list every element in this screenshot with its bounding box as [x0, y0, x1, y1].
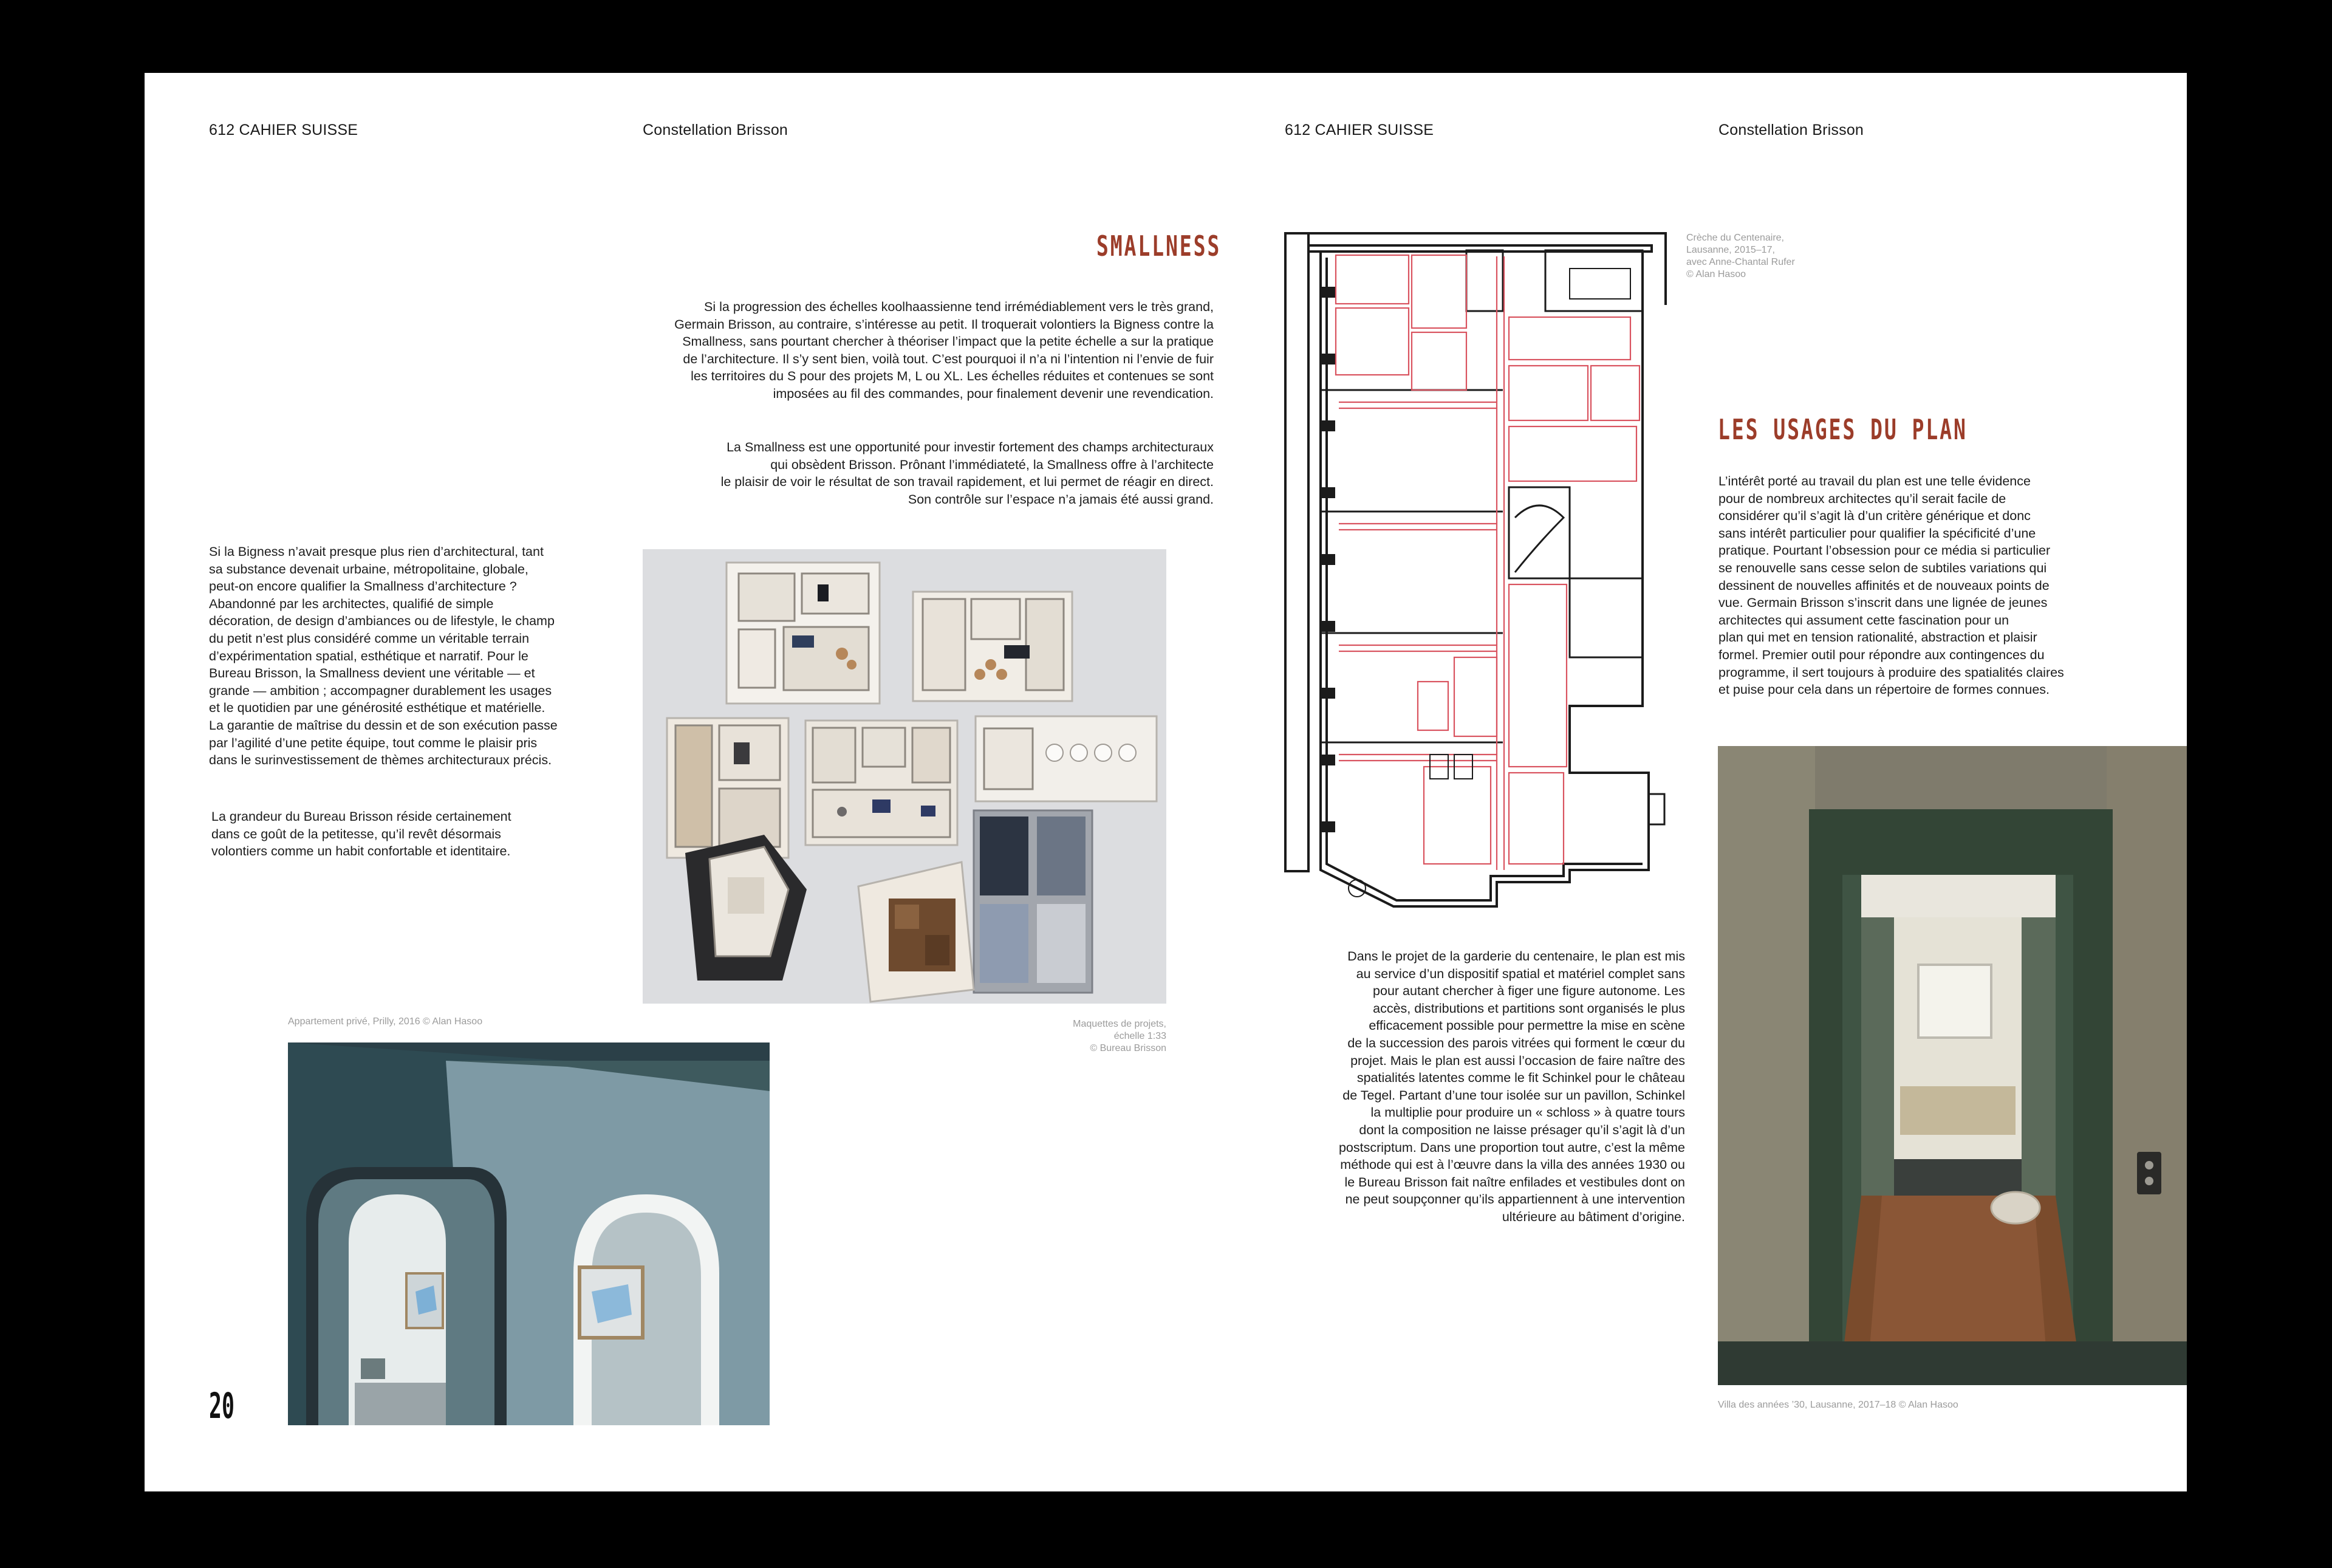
text-line: et le quotidien par une générosité esthétique et matérielle.	[209, 700, 545, 716]
text-line: sa substance devenait urbaine, métropolitaine, globale,	[209, 561, 528, 577]
garderie-paragraph	[1223, 948, 1685, 1226]
text-line: Abandonné par les architectes, qualifié de simple	[209, 596, 494, 611]
text-line: de Tegel. Partant d’une tour isolée sur un pavillon, Schinkel	[1342, 1087, 1685, 1103]
text-line: spatialités latentes comme le fit Schinkel pour le château	[1356, 1070, 1685, 1086]
text-line: efficacement possible pour permettre la mise en scène	[1369, 1018, 1685, 1033]
text-line: au service d’un dispositif spatial et matériel complet sans	[1356, 966, 1685, 981]
text-line: sans intérêt particulier pour qualifier la spécificité d’une	[1718, 526, 2036, 541]
caption-villa: Villa des années ’30, Lausanne, 2017–18 © Alan Hasoo	[1718, 1400, 1958, 1410]
text-line: dans le surinvestissement de thèmes architecturaux précis.	[209, 753, 552, 768]
caption-line: avec Anne-Chantal Rufer	[1686, 257, 1795, 267]
text-line: qui obsèdent Brisson. Prônant l’immédiateté, la Smallness offre à l’architecte	[770, 457, 1214, 472]
header-section-right: Constellation Brisson	[1718, 122, 1864, 139]
text-line: projet. Mais le plan est aussi l’occasion de faire naître des	[1350, 1053, 1685, 1068]
caption-models	[984, 1018, 1166, 1055]
text-line: du petit n’est plus considéré comme un véritable terrain	[209, 631, 530, 646]
text-line: de l’architecture. Il s’y sent bien, voilà tout. C’est pourquoi il n’a ni l’intention ni l’envie de fuir	[683, 351, 1214, 366]
text-line: Si la Bigness n’avait presque plus rien d’architectural, tant	[209, 544, 544, 559]
text-line: méthode qui est à l’œuvre dans la villa des années 1930 ou	[1340, 1157, 1685, 1173]
text-line: par l’agilité d’une petite équipe, tout comme le plaisir pris	[209, 735, 538, 750]
text-line: La garantie de maîtrise du dessin et de son exécution passe	[209, 717, 558, 733]
text-line: d’expérimentation spatial, esthétique et narratif. Pour le	[209, 648, 528, 663]
intro-paragraph	[545, 298, 1214, 403]
text-line: décoration, de design d’ambiances ou de lifestyle, le champ	[209, 614, 555, 629]
text-line: Dans le projet de la garderie du centenaire, le plan est mis	[1347, 949, 1685, 964]
text-line: architectes qui assument cette fascination pour un	[1718, 612, 2009, 628]
floor-plan-drawing	[1284, 232, 1667, 967]
text-line: imposées au fil des commandes, pour finalement devenir une revendication.	[773, 386, 1214, 401]
text-line: pour de nombreux architectes qu’il serait facile de	[1718, 491, 2006, 506]
text-line: le Bureau Brisson fait naître enfilades et vestibules dont on	[1344, 1174, 1685, 1190]
text-line: ne peut soupçonner qu’ils appartiennent à une intervention	[1345, 1192, 1685, 1207]
text-line: et puise pour cela dans un répertoire de formes connues.	[1718, 682, 2050, 697]
header-magazine-left: 612 CAHIER SUISSE	[209, 122, 358, 139]
text-line: Son contrôle sur l’espace n’a jamais été aussi grand.	[908, 491, 1214, 507]
text-line: La Smallness est une opportunité pour investir fortement des champs architecturaux	[727, 440, 1214, 454]
text-line: dont la composition ne laisse présager qu’il s’agit là d’un	[1359, 1122, 1685, 1137]
villa-photo	[1718, 746, 2187, 1385]
header-magazine-right: 612 CAHIER SUISSE	[1285, 122, 1434, 139]
text-line: accès, distributions et partitions sont organisés le plus	[1373, 1001, 1685, 1016]
text-line: dessinent de nouvelles affinités et de nouveaux points de	[1718, 578, 2050, 593]
header-section-left: Constellation Brisson	[643, 122, 788, 139]
text-line: volontiers comme un habit confortable et identitaire.	[211, 844, 511, 859]
text-line: se renouvelle sans cesse selon de subtiles variations qui	[1718, 560, 2047, 575]
caption-line: Crèche du Centenaire,	[1686, 233, 1784, 243]
usages-paragraph	[1718, 473, 2156, 699]
text-line: formel. Premier outil pour répondre aux contingences du	[1718, 647, 2045, 662]
text-line: les territoires du S pour des projets M, L ou XL. Les échelles réduites et contenues se sont	[691, 369, 1214, 384]
page-number: 20	[209, 1385, 234, 1426]
text-line: de la succession des parois vitrées qui forment le cœur du	[1347, 1035, 1685, 1050]
bigness-column	[209, 543, 634, 769]
caption-creche	[1686, 232, 1795, 281]
text-line: Bureau Brisson, la Smallness devient une véritable — et	[209, 666, 535, 681]
caption-line: © Alan Hasoo	[1686, 269, 1746, 279]
grandeur-paragraph	[211, 808, 637, 860]
text-line: dans ce goût de la petitesse, qu’il revêt désormais	[211, 826, 501, 841]
text-line: grande — ambition ; accompagner durablement les usages	[209, 683, 552, 698]
caption-line: Maquettes de projets,	[1073, 1019, 1166, 1029]
text-line: postscriptum. Dans une proportion tout autre, c’est la même	[1338, 1140, 1685, 1155]
text-line: vue. Germain Brisson s’inscrit dans une lignée de jeunes	[1718, 595, 2048, 611]
text-line: ultérieure au bâtiment d’origine.	[1502, 1209, 1685, 1224]
caption-line: Lausanne, 2015–17,	[1686, 245, 1775, 255]
text-line: le plaisir de voir le résultat de son travail rapidement, et lui permet de réagir en direct.	[720, 474, 1214, 490]
caption-line: échelle 1:33	[1113, 1031, 1166, 1041]
magazine-spread	[145, 73, 2187, 1491]
text-line: La grandeur du Bureau Brisson réside certainement	[211, 809, 511, 824]
caption-apartment: Appartement privé, Prilly, 2016 © Alan Hasoo	[288, 1016, 483, 1027]
text-line: peut-on encore qualifier la Smallness d’architecture ?	[209, 579, 517, 594]
text-line: pour autant chercher à figer une figure autonome. Les	[1373, 984, 1685, 999]
text-line: la multiplie pour produire un « schloss » à quatre tours	[1370, 1105, 1685, 1120]
title-les-usages-du-plan: LES USAGES DU PLAN	[1718, 413, 1968, 446]
text-line: L’intérêt porté au travail du plan est une telle évidence	[1718, 474, 2031, 488]
text-line: pratique. Pourtant l’obsession pour ce média si particulier	[1718, 543, 2051, 558]
text-line: Si la progression des échelles koolhaassienne tend irrémédiablement vers le très grand,	[704, 300, 1214, 314]
text-line: programme, il sert toujours à produire des spatialités claires	[1718, 665, 2064, 680]
models-photo	[643, 549, 1166, 1004]
text-line: considérer qu’il s’agit là d’un critère générique et donc	[1718, 508, 2031, 524]
title-smallness: SMALLNESS	[1096, 230, 1221, 262]
caption-line: © Bureau Brisson	[1090, 1043, 1166, 1053]
apartment-photo	[288, 1042, 770, 1425]
text-line: Germain Brisson, au contraire, s’intéresse au petit. Il troquerait volontiers la Bigness contre la	[674, 317, 1214, 332]
text-line: Smallness, sans pourtant chercher à théoriser l’impact que la petite échelle a sur la pratique	[682, 334, 1214, 349]
smallness-paragraph	[545, 439, 1214, 508]
text-line: plan qui met en tension rationalité, abstraction et plaisir	[1718, 630, 2037, 645]
